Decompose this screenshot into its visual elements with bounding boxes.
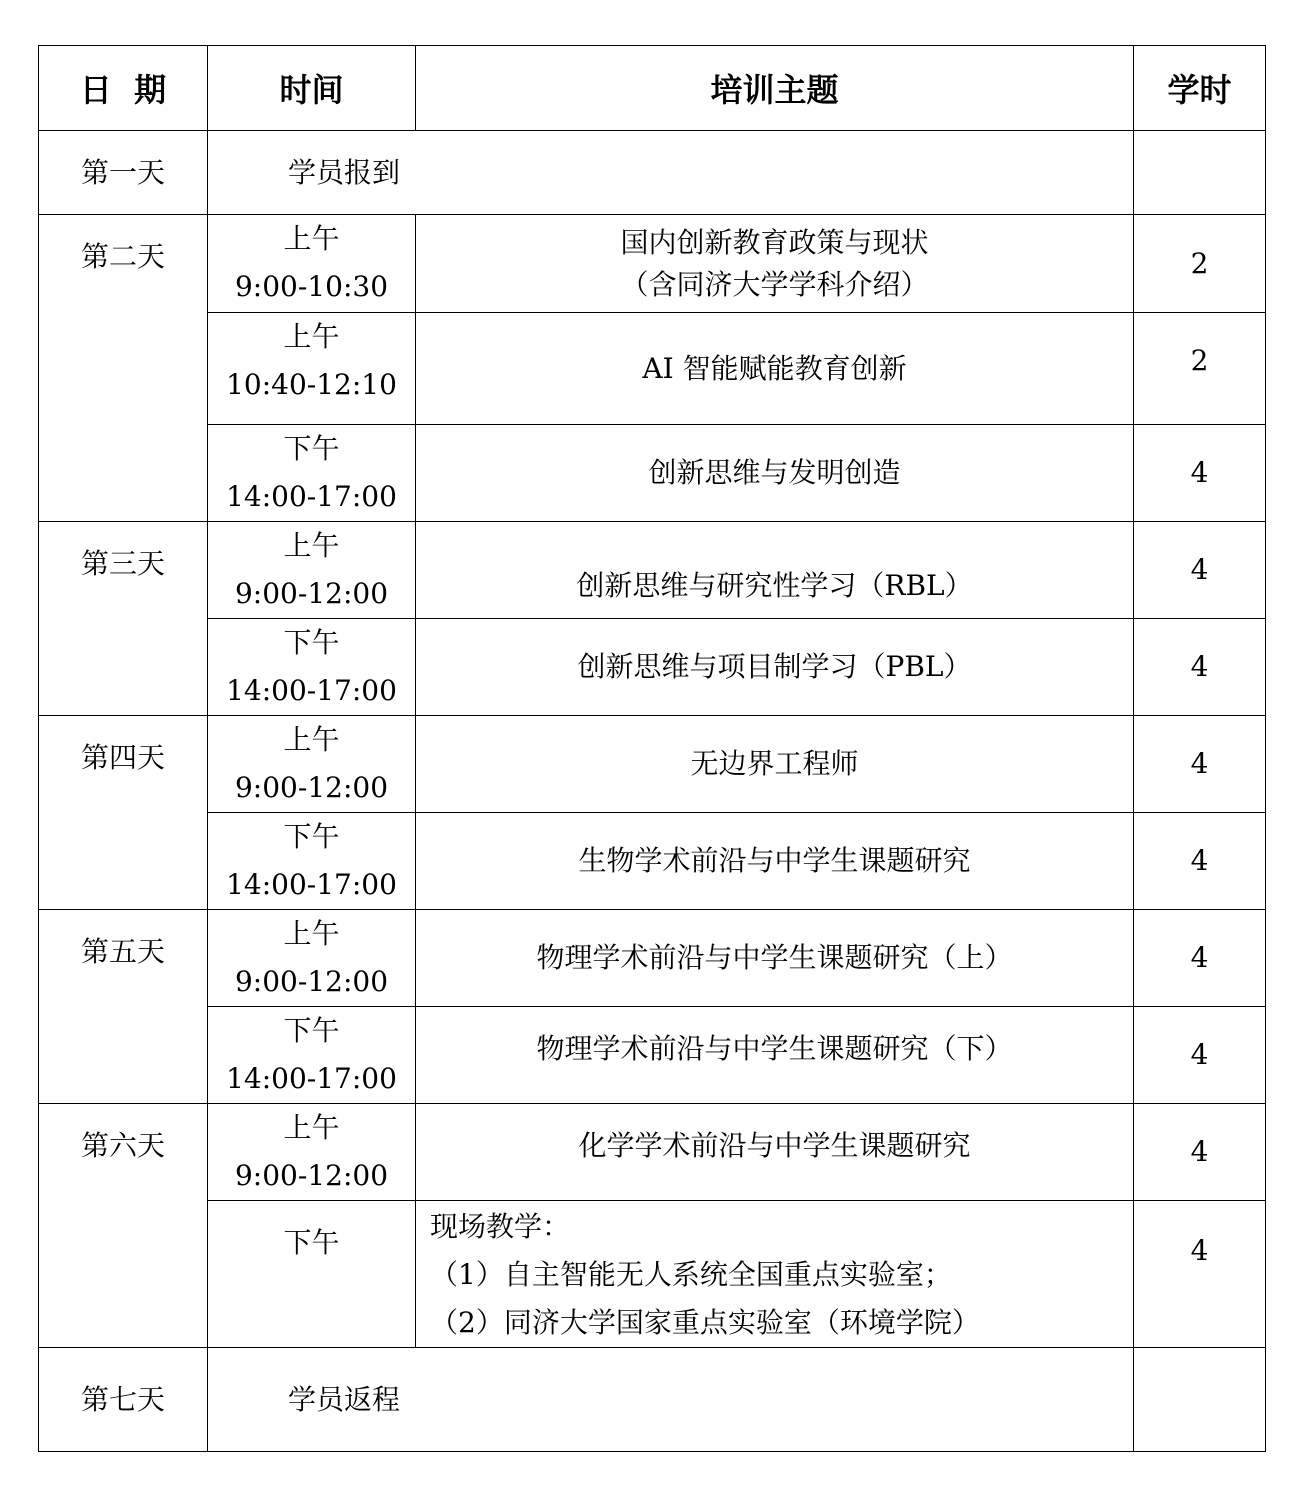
topic-cell: 物理学术前沿与中学生课题研究（上） bbox=[416, 910, 1134, 1007]
period-label: 上午 bbox=[283, 529, 340, 562]
time-cell bbox=[208, 1201, 416, 1348]
hours-cell: 4 bbox=[1134, 910, 1266, 1007]
time-range: 14:00-17:00 bbox=[226, 674, 397, 707]
table-row bbox=[39, 215, 1266, 313]
topic-item: （2）同济大学国家重点实验室（环境学院） bbox=[430, 1306, 980, 1339]
topic-cell: AI 智能赋能教育创新 bbox=[416, 313, 1134, 425]
table-row bbox=[39, 619, 1266, 716]
period-label: 下午 bbox=[283, 1226, 340, 1259]
time-range: 9:00-12:00 bbox=[234, 577, 389, 610]
hours-cell: 4 bbox=[1134, 716, 1266, 813]
time-cell bbox=[208, 716, 416, 813]
hours-cell: 4 bbox=[1134, 1104, 1266, 1201]
period-label: 上午 bbox=[283, 1111, 340, 1144]
topic-cell: 化学学术前沿与中学生课题研究 bbox=[416, 1104, 1134, 1201]
hours-cell: 4 bbox=[1134, 522, 1266, 619]
day-label: 第七天 bbox=[39, 1348, 208, 1452]
topic-cell: 物理学术前沿与中学生课题研究（下） bbox=[416, 1007, 1134, 1104]
hours-cell: 2 bbox=[1134, 215, 1266, 313]
topic-text: 国内创新教育政策与现状 bbox=[620, 225, 929, 259]
time-range: 14:00-17:00 bbox=[226, 480, 397, 513]
period-label: 上午 bbox=[283, 222, 340, 255]
topic-item: （1）自主智能无人系统全国重点实验室； bbox=[430, 1258, 952, 1291]
header-hours: 学时 bbox=[1134, 46, 1266, 131]
hours-cell: 4 bbox=[1134, 619, 1266, 716]
header-time: 时间 bbox=[208, 46, 416, 131]
header-row bbox=[39, 46, 1266, 131]
table-row bbox=[39, 313, 1266, 425]
training-schedule-table bbox=[38, 45, 1266, 1452]
period-label: 下午 bbox=[283, 432, 340, 465]
time-cell bbox=[208, 313, 416, 425]
time-cell bbox=[208, 910, 416, 1007]
hours-cell: 2 bbox=[1134, 313, 1266, 425]
header-date: 日 期 bbox=[39, 46, 208, 131]
time-range: 9:00-12:00 bbox=[234, 965, 389, 998]
topic-cell bbox=[416, 215, 1134, 313]
time-range: 9:00-12:00 bbox=[234, 771, 389, 804]
topic-cell: 创新思维与发明创造 bbox=[416, 425, 1134, 522]
time-cell bbox=[208, 813, 416, 910]
time-cell bbox=[208, 522, 416, 619]
period-label: 下午 bbox=[283, 820, 340, 853]
hours-cell: 4 bbox=[1134, 1007, 1266, 1104]
day-label: 第六天 bbox=[39, 1104, 208, 1348]
hours-cell: 4 bbox=[1134, 813, 1266, 910]
time-range: 14:00-17:00 bbox=[226, 1062, 397, 1095]
time-range: 14:00-17:00 bbox=[226, 868, 397, 901]
table-row bbox=[39, 1201, 1266, 1348]
time-cell bbox=[208, 1104, 416, 1201]
topic-cell: 生物学术前沿与中学生课题研究 bbox=[416, 813, 1134, 910]
period-label: 上午 bbox=[283, 917, 340, 950]
topic-cell: 创新思维与研究性学习（RBL） bbox=[416, 522, 1134, 619]
topic-cell bbox=[416, 1201, 1134, 1348]
topic-title: 现场教学： bbox=[430, 1210, 571, 1243]
period-label: 上午 bbox=[283, 320, 340, 353]
table-row bbox=[39, 522, 1266, 619]
time-range: 9:00-12:00 bbox=[234, 1159, 389, 1192]
time-range: 10:40-12:10 bbox=[226, 368, 397, 401]
header-topic: 培训主题 bbox=[416, 46, 1134, 131]
table-row bbox=[39, 1007, 1266, 1104]
day-label: 第五天 bbox=[39, 910, 208, 1104]
table-row bbox=[39, 131, 1266, 215]
topic-cell: 创新思维与项目制学习（PBL） bbox=[416, 619, 1134, 716]
hours-cell: 4 bbox=[1134, 1201, 1266, 1348]
time-range: 9:00-10:30 bbox=[234, 270, 389, 303]
hours-cell bbox=[1134, 1348, 1266, 1452]
table-row bbox=[39, 1104, 1266, 1201]
day-label: 第四天 bbox=[39, 716, 208, 910]
table-row bbox=[39, 716, 1266, 813]
topic-text-sub: （含同济大学学科介绍） bbox=[620, 267, 929, 301]
table-row bbox=[39, 813, 1266, 910]
time-cell bbox=[208, 619, 416, 716]
registration-text: 学员报到 bbox=[208, 131, 1134, 215]
day-label: 第一天 bbox=[39, 131, 208, 215]
period-label: 上午 bbox=[283, 723, 340, 756]
hours-cell: 4 bbox=[1134, 425, 1266, 522]
time-cell bbox=[208, 1007, 416, 1104]
time-cell bbox=[208, 215, 416, 313]
day-label: 第三天 bbox=[39, 522, 208, 716]
topic-cell: 无边界工程师 bbox=[416, 716, 1134, 813]
day-label: 第二天 bbox=[39, 215, 208, 522]
departure-text: 学员返程 bbox=[208, 1348, 1134, 1452]
time-cell bbox=[208, 425, 416, 522]
table-row bbox=[39, 425, 1266, 522]
table-row bbox=[39, 910, 1266, 1007]
table-row bbox=[39, 1348, 1266, 1452]
period-label: 下午 bbox=[283, 626, 340, 659]
hours-cell bbox=[1134, 131, 1266, 215]
period-label: 下午 bbox=[283, 1014, 340, 1047]
